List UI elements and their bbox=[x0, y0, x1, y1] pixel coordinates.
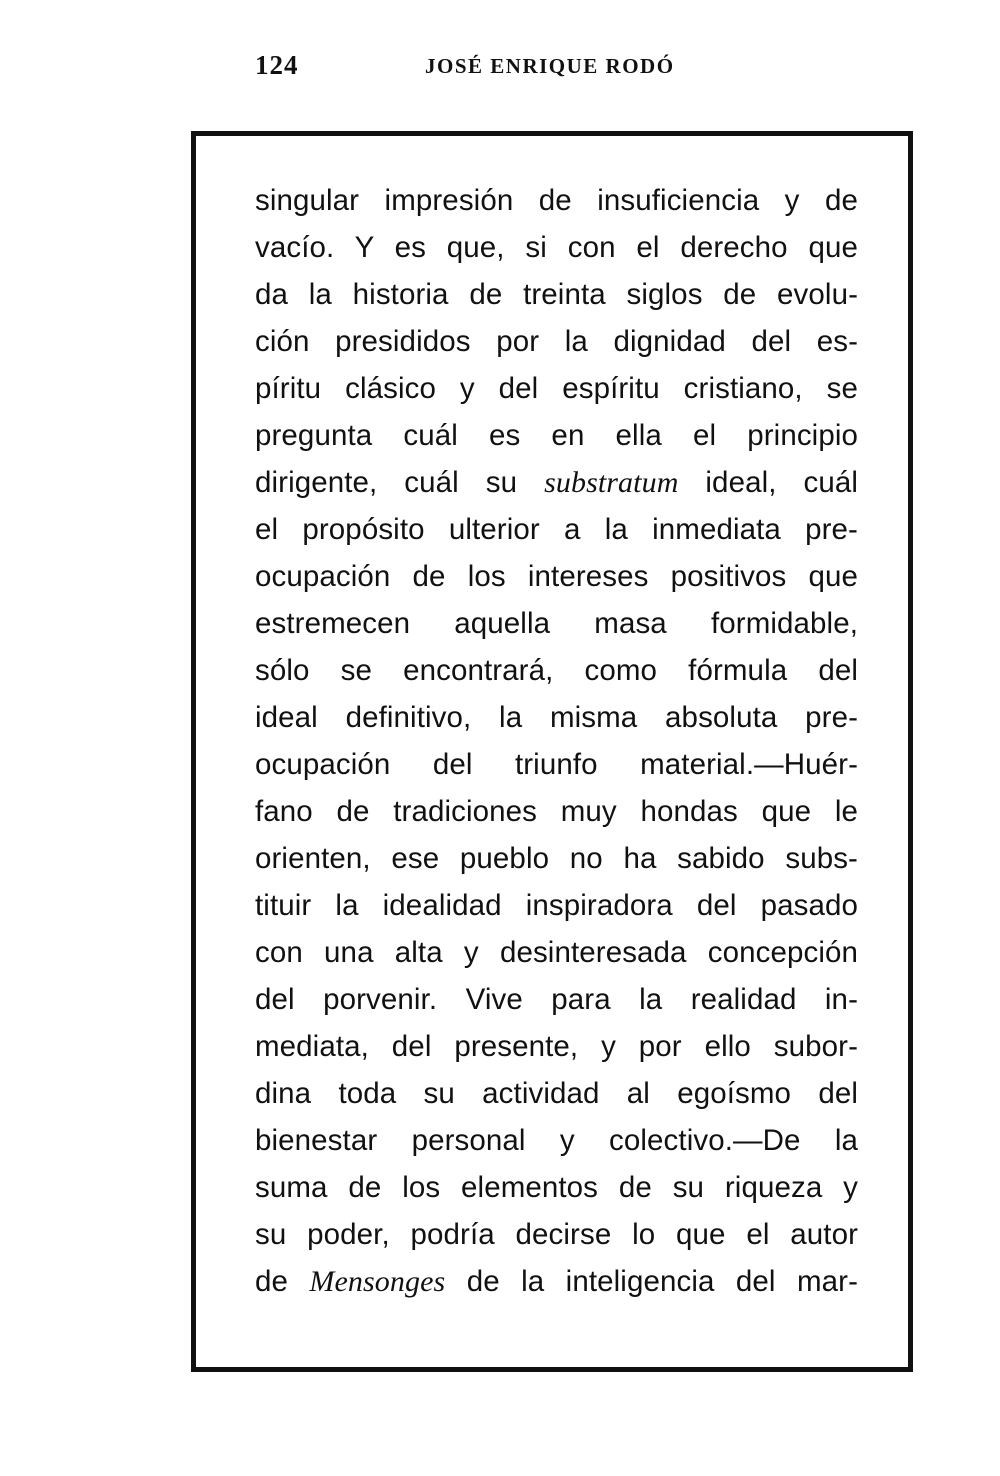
text-line: píritu clásico y del espíritu cristiano, se bbox=[255, 372, 858, 405]
text-line: el propósito ulterior a la inmediata pre- bbox=[255, 513, 858, 546]
text-line: fano de tradiciones muy hondas que le bbox=[255, 795, 858, 828]
text-line: estremecen aquella masa formidable, bbox=[255, 607, 858, 640]
text-line: orienten, ese pueblo no ha sabido subs- bbox=[255, 842, 858, 875]
text-line: tituir la idealidad inspiradora del pasado bbox=[255, 889, 858, 922]
text-line: ción presididos por la dignidad del es- bbox=[255, 325, 858, 358]
text-line bbox=[255, 1258, 858, 1305]
text-line: ideal definitivo, la misma absoluta pre- bbox=[255, 701, 858, 734]
italic-term: substratum bbox=[544, 466, 679, 499]
text-line bbox=[255, 459, 858, 506]
text-line: ocupación del triunfo material.—Huér- bbox=[255, 748, 858, 781]
text-line: su poder, podría decirse lo que el autor bbox=[255, 1218, 858, 1251]
text-line: suma de los elementos de su riqueza y bbox=[255, 1171, 858, 1204]
text-line: vacío. Y es que, si con el derecho que bbox=[255, 231, 858, 264]
text-line: da la historia de treinta siglos de evolu- bbox=[255, 278, 858, 311]
text-line: mediata, del presente, y por ello subor- bbox=[255, 1030, 858, 1063]
text-line: dina toda su actividad al egoísmo del bbox=[255, 1077, 858, 1110]
running-head: JOSÉ ENRIQUE RODÓ bbox=[425, 54, 675, 78]
text-line: sólo se encontrará, como fórmula del bbox=[255, 654, 858, 687]
page-header bbox=[0, 50, 1000, 90]
italic-title: Mensonges bbox=[309, 1265, 446, 1298]
text-segment: de bbox=[255, 1265, 310, 1298]
text-line: singular impresión de insuficiencia y de bbox=[255, 184, 858, 217]
text-line: pregunta cuál es en ella el principio bbox=[255, 419, 858, 452]
body-text bbox=[255, 177, 858, 1305]
text-segment: ideal, cuál bbox=[678, 466, 858, 499]
text-segment: de la inteligencia del mar- bbox=[445, 1265, 858, 1298]
text-line: con una alta y desinteresada concepción bbox=[255, 936, 858, 969]
text-line: bienestar personal y colectivo.—De la bbox=[255, 1124, 858, 1157]
text-line: del porvenir. Vive para la realidad in- bbox=[255, 983, 858, 1016]
text-segment: dirigente, cuál su bbox=[255, 466, 545, 499]
page-number: 124 bbox=[255, 50, 299, 80]
text-line: ocupación de los intereses positivos que bbox=[255, 560, 858, 593]
